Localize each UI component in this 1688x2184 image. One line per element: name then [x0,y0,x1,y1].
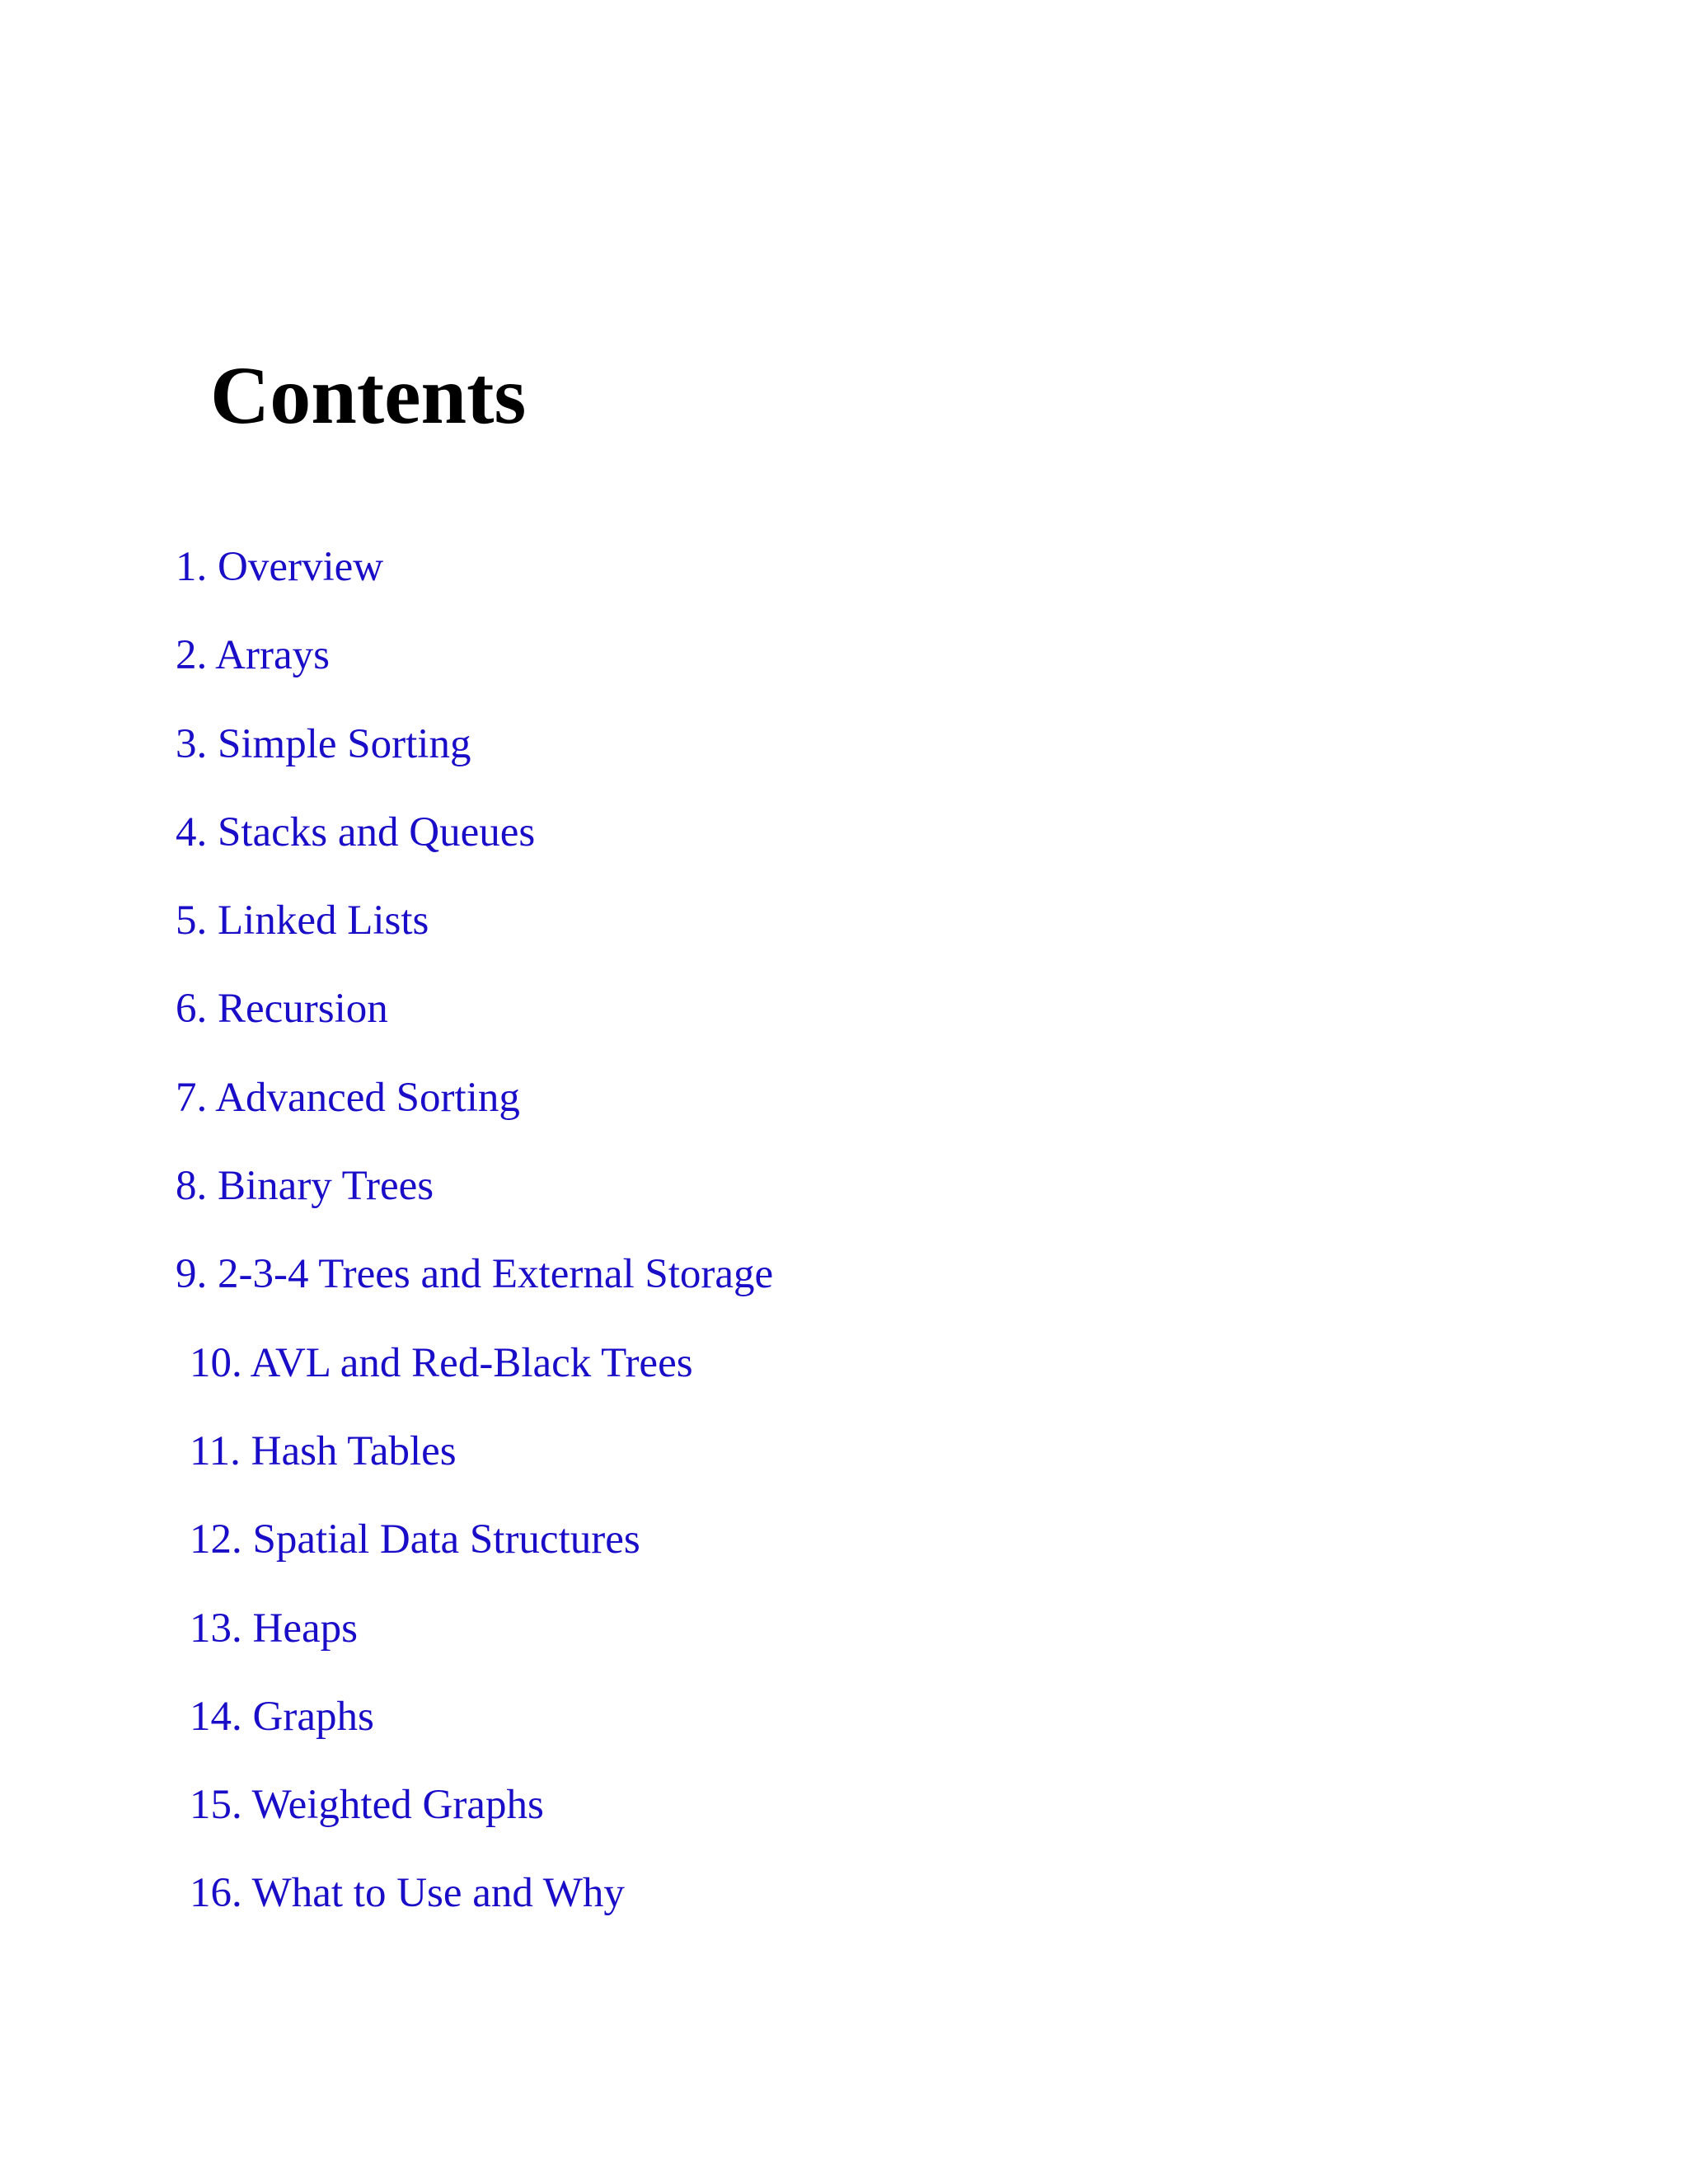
toc-item [0,537,1154,626]
toc-item [0,1863,1154,1952]
toc-item [0,1775,1154,1863]
toc-link-overview[interactable]: 1. Overview [176,544,384,590]
toc-link-spatial-data-structures[interactable]: 12. Spatial Data Structures [190,1516,640,1563]
toc-item [0,891,1154,979]
table-of-contents [0,537,1154,1952]
toc-link-234-trees[interactable]: 9. 2-3-4 Trees and External Storage [176,1251,774,1298]
toc-link-stacks-and-queues[interactable]: 4. Stacks and Queues [176,808,536,855]
toc-link-graphs[interactable]: 14. Graphs [190,1693,374,1740]
toc-link-binary-trees[interactable]: 8. Binary Trees [176,1163,434,1210]
toc-item [0,1510,1154,1598]
toc-link-recursion[interactable]: 6. Recursion [176,986,388,1033]
toc-link-hash-tables[interactable]: 11. Hash Tables [190,1427,457,1474]
toc-link-heaps[interactable]: 13. Heaps [190,1605,358,1652]
toc-link-advanced-sorting[interactable]: 7. Advanced Sorting [176,1074,520,1121]
toc-link-arrays[interactable]: 2. Arrays [176,632,330,679]
toc-link-simple-sorting[interactable]: 3. Simple Sorting [176,720,471,767]
toc-item [0,1244,1154,1333]
toc-item [0,1687,1154,1775]
toc-item [0,626,1154,714]
toc-link-weighted-graphs[interactable]: 15. Weighted Graphs [190,1782,544,1829]
toc-item [0,979,1154,1067]
toc-item [0,803,1154,891]
toc-item [0,715,1154,803]
toc-item [0,1422,1154,1510]
toc-link-avl-red-black-trees[interactable]: 10. AVL and Red-Black Trees [190,1339,693,1386]
toc-link-linked-lists[interactable]: 5. Linked Lists [176,898,429,944]
toc-link-what-to-use-and-why[interactable]: 16. What to Use and Why [190,1870,625,1917]
toc-item [0,1599,1154,1687]
page-title: Contents [210,349,527,441]
toc-item [0,1156,1154,1244]
toc-item [0,1333,1154,1422]
toc-item [0,1068,1154,1156]
